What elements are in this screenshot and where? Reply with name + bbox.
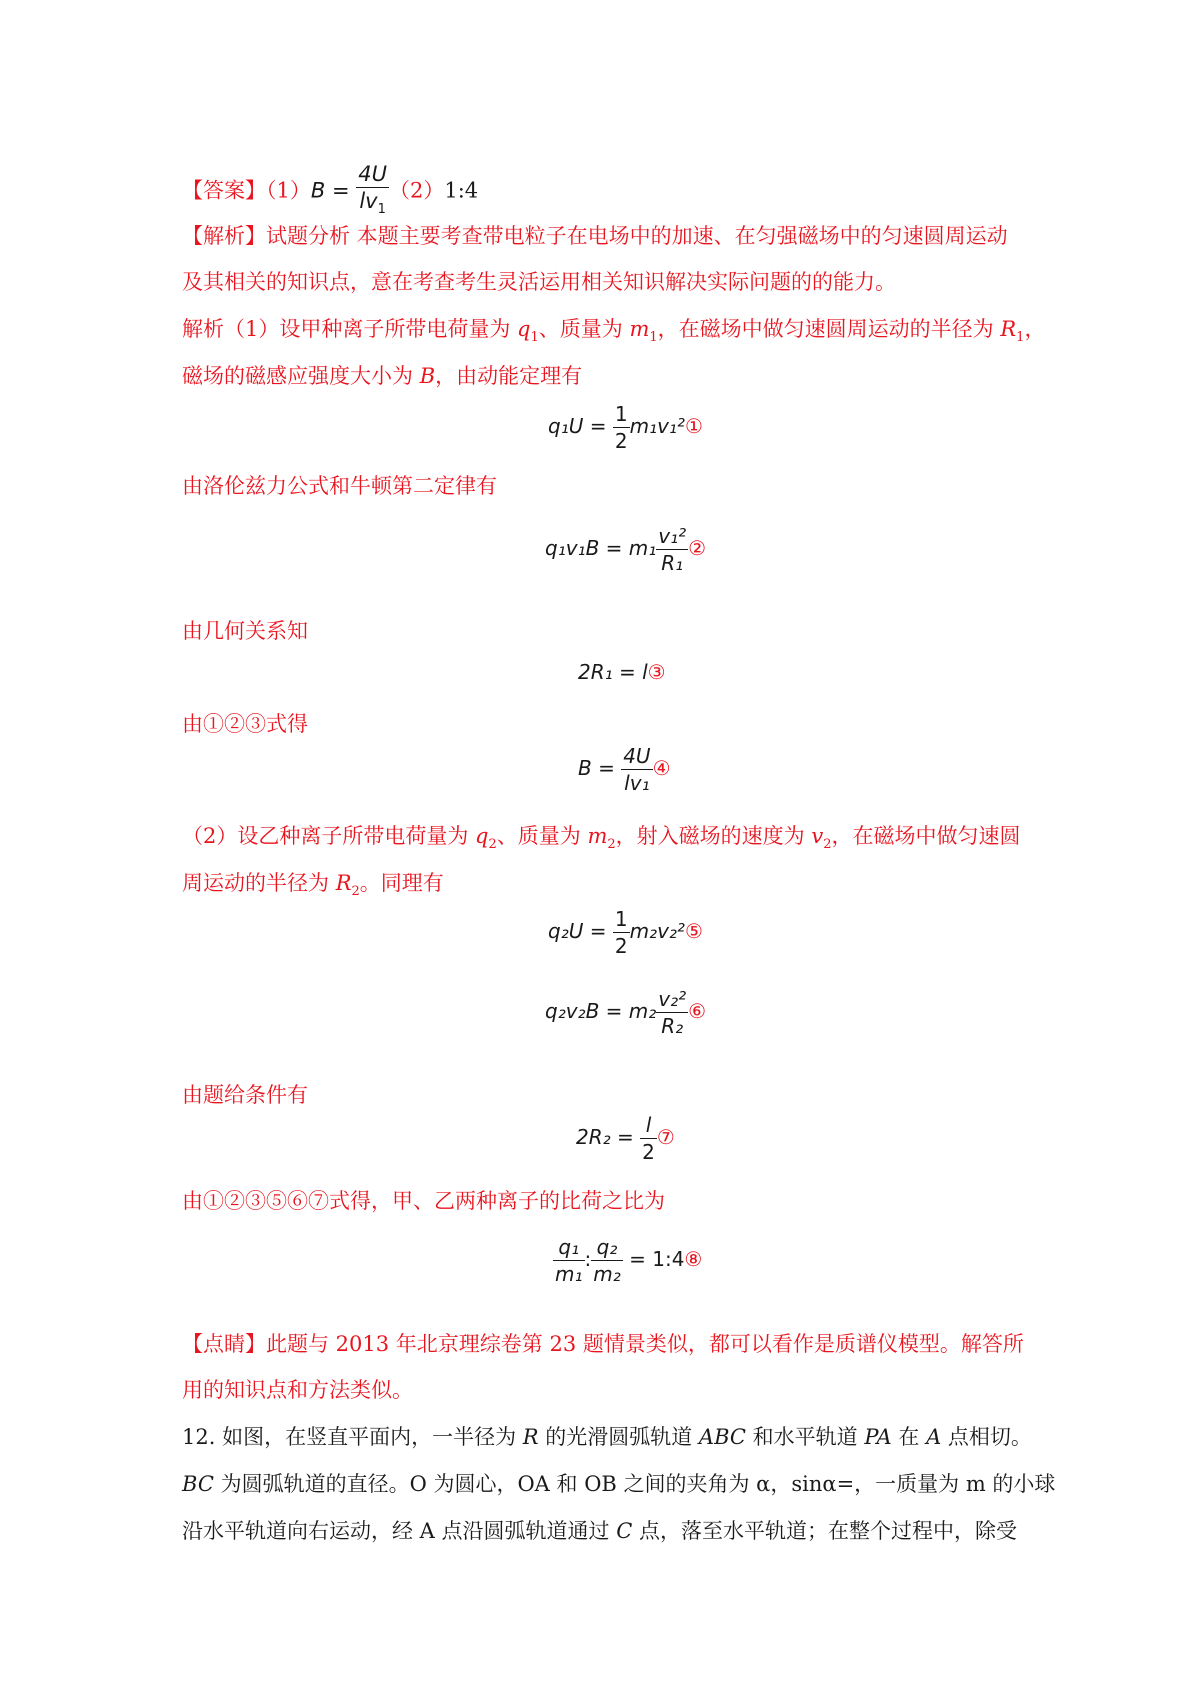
eq8-den2: m₂ bbox=[593, 1262, 621, 1286]
part2-l1-s2: 2 bbox=[607, 837, 616, 853]
analysis-l3-t2: 、质量为 bbox=[538, 317, 630, 341]
equation-7 bbox=[576, 1113, 675, 1164]
equation-6 bbox=[545, 987, 706, 1038]
q12-l1-v4: A bbox=[926, 1425, 942, 1449]
part2-l1-t1: （2）设乙种离子所带电荷量为 bbox=[182, 824, 476, 848]
part2-l1-t4: ，在磁场中做匀速圆 bbox=[831, 824, 1021, 848]
answer-formula-denominator bbox=[356, 188, 389, 222]
part2-l1-v3: v bbox=[811, 824, 824, 848]
analysis-l3-v2: m bbox=[629, 317, 650, 341]
equation-2 bbox=[545, 524, 706, 575]
eq2-lhs: q₁v₁B = m₁ bbox=[545, 536, 657, 560]
eq7-fraction bbox=[640, 1113, 657, 1164]
part2-l1-t2: 、质量为 bbox=[496, 824, 588, 848]
part2-l1-v1: q bbox=[475, 824, 489, 848]
eq3-marker: ③ bbox=[647, 660, 666, 684]
eq5-num: 1 bbox=[614, 907, 628, 931]
equation-8 bbox=[553, 1235, 702, 1286]
analysis-line-1 bbox=[182, 222, 1008, 250]
part2-l1-t3: ，射入磁场的速度为 bbox=[615, 824, 812, 848]
eq2-den: R₁ bbox=[661, 551, 684, 575]
comment-text-1: 此题与 2013 年北京理综卷第 23 题情景类似，都可以看作是质谱仪模型。解答所 bbox=[266, 1332, 1024, 1356]
analysis-lorentz-text: 由洛伦兹力公式和牛顿第二定律有 bbox=[182, 474, 497, 498]
eq1-marker: ① bbox=[684, 414, 703, 438]
q12-l1-v1: R bbox=[522, 1425, 539, 1449]
eq4-num: 4U bbox=[623, 744, 651, 768]
eq6-lhs: q₂v₂B = m₂ bbox=[545, 999, 657, 1023]
eq3-expr: 2R₁ = l bbox=[578, 660, 648, 684]
eq2-num: v₁² bbox=[658, 524, 687, 548]
eq5-rest: m₂v₂² bbox=[629, 919, 685, 943]
eq6-num: v₂² bbox=[658, 987, 687, 1011]
part2-l2-t2: 。同理有 bbox=[359, 871, 444, 895]
eq8-num2: q₂ bbox=[591, 1235, 623, 1261]
eq6-fraction bbox=[656, 987, 688, 1038]
analysis-geometry-text: 由几何关系知 bbox=[182, 619, 308, 643]
analysis-ratio-text: 由①②③⑤⑥⑦式得，甲、乙两种离子的比荷之比为 bbox=[182, 1189, 665, 1213]
analysis-l4-t1: 磁场的磁感应强度大小为 bbox=[182, 364, 420, 388]
eq2-marker: ② bbox=[688, 536, 707, 560]
eq1-fraction bbox=[613, 402, 630, 453]
eq8-marker: ⑧ bbox=[684, 1247, 703, 1271]
analysis-bracket: 【解析】 bbox=[182, 224, 266, 248]
answer-part2-value: 1:4 bbox=[444, 178, 479, 203]
eq1-rest: m₁v₁² bbox=[629, 414, 685, 438]
part2-l1-s3: 2 bbox=[823, 837, 832, 853]
question12-line-2 bbox=[182, 1470, 1055, 1498]
q12-l1-t3: 和水平轨道 bbox=[745, 1425, 865, 1449]
analysis-intro: 试题分析 本题主要考查带电粒子在电场中的加速、在匀强磁场中的匀速圆周运动 bbox=[266, 224, 1008, 248]
eq2-fraction bbox=[656, 524, 688, 575]
analysis-l3-t3: ，在磁场中做匀速圆周运动的半径为 bbox=[657, 317, 1001, 341]
equation-5 bbox=[548, 907, 703, 958]
eq5-lhs: q₂U = bbox=[548, 919, 607, 943]
analysis-from123-text: 由①②③式得 bbox=[182, 712, 308, 736]
q12-l1-t4: 在 bbox=[891, 1425, 927, 1449]
answer-formula-numerator: 4U bbox=[358, 162, 387, 186]
q12-l3-t2: 点，落至水平轨道；在整个过程中，除受 bbox=[632, 1519, 1017, 1543]
eq8-rhs: = 1:4 bbox=[629, 1247, 685, 1271]
answer-bracket: 【答案】 bbox=[182, 178, 266, 203]
part2-line-1 bbox=[182, 822, 1021, 859]
part2-l2-v1: R bbox=[335, 871, 352, 895]
comment-line-1 bbox=[182, 1330, 1024, 1358]
analysis-l3-s2: 1 bbox=[649, 330, 658, 346]
eq7-den: 2 bbox=[642, 1140, 655, 1164]
answer-part2: （2） bbox=[388, 178, 445, 203]
part2-l1-s1: 2 bbox=[488, 837, 497, 853]
comment-line-2: 用的知识点和方法类似。 bbox=[182, 1378, 413, 1402]
part2-l2-s1: 2 bbox=[351, 884, 360, 900]
q12-l1-t2: 的光滑圆弧轨道 bbox=[538, 1425, 699, 1449]
analysis-line-3 bbox=[182, 315, 1045, 352]
part2-line-2 bbox=[182, 869, 444, 906]
analysis-l4-t2: ，由动能定理有 bbox=[435, 364, 583, 388]
eq5-fraction bbox=[613, 907, 630, 958]
answer-part1: （1） bbox=[266, 178, 311, 203]
eq6-marker: ⑥ bbox=[688, 999, 707, 1023]
eq5-den: 2 bbox=[614, 934, 628, 958]
analysis-line-4 bbox=[182, 362, 582, 390]
q12-l1-v2: ABC bbox=[698, 1425, 746, 1449]
q12-l1-t5: 点相切。 bbox=[941, 1425, 1032, 1449]
eq7-num: l bbox=[640, 1113, 657, 1139]
eq6-den: R₂ bbox=[661, 1014, 684, 1038]
equation-3 bbox=[578, 660, 666, 684]
equation-4 bbox=[578, 744, 671, 795]
analysis-l4-v1: B bbox=[419, 364, 436, 388]
q12-l2-t1: 为圆弧轨道的直径。O 为圆心，OA 和 OB 之间的夹角为 α，sinα=，一质量为 m 的小球 bbox=[213, 1472, 1056, 1496]
comment-bracket: 【点睛】 bbox=[182, 1332, 266, 1356]
eq4-den: lv₁ bbox=[624, 771, 650, 795]
eq4-fraction bbox=[621, 744, 652, 795]
answer-line bbox=[182, 162, 478, 222]
eq1-lhs: q₁U = bbox=[548, 414, 607, 438]
eq1-den: 2 bbox=[614, 429, 628, 453]
answer-formula-fraction bbox=[356, 162, 389, 222]
part2-l2-t1: 周运动的半径为 bbox=[182, 871, 336, 895]
analysis-l3-s1: 1 bbox=[530, 330, 539, 346]
answer-formula-lhs: B = bbox=[310, 178, 350, 203]
answer-den-var: lv bbox=[359, 189, 378, 213]
eq4-lhs: B = bbox=[578, 756, 615, 780]
analysis-l3-t4: ， bbox=[1024, 317, 1046, 341]
eq8-num1: q₁ bbox=[553, 1235, 585, 1261]
analysis-given-text: 由题给条件有 bbox=[182, 1083, 308, 1107]
q12-l1-t1: 12. 如图，在竖直平面内，一半径为 bbox=[182, 1425, 523, 1449]
q12-l3-v1: C bbox=[616, 1519, 633, 1543]
eq7-marker: ⑦ bbox=[656, 1125, 675, 1149]
q12-l2-v1: BC bbox=[182, 1472, 214, 1496]
eq7-lhs: 2R₂ = bbox=[576, 1125, 634, 1149]
analysis-l3-v3: R bbox=[1000, 317, 1017, 341]
eq8-fraction-1 bbox=[553, 1235, 585, 1286]
question12-line-1 bbox=[182, 1423, 1032, 1451]
analysis-l3-s3: 1 bbox=[1016, 330, 1025, 346]
analysis-line-2: 及其相关的知识点，意在考查考生灵活运用相关知识解决实际问题的的能力。 bbox=[182, 270, 896, 294]
q12-l1-v3: PA bbox=[864, 1425, 892, 1449]
eq8-colon: : bbox=[584, 1247, 592, 1271]
eq5-marker: ⑤ bbox=[684, 919, 703, 943]
answer-den-sub: 1 bbox=[377, 202, 386, 218]
eq4-marker: ④ bbox=[652, 756, 671, 780]
part2-l1-v2: m bbox=[587, 824, 608, 848]
eq1-num: 1 bbox=[614, 402, 628, 426]
equation-1 bbox=[548, 402, 703, 453]
eq8-fraction-2 bbox=[591, 1235, 623, 1286]
eq8-den1: m₁ bbox=[555, 1262, 583, 1286]
analysis-l3-t1: 解析（1）设甲种离子所带电荷量为 bbox=[182, 317, 518, 341]
q12-l3-t1: 沿水平轨道向右运动，经 A 点沿圆弧轨道通过 bbox=[182, 1519, 617, 1543]
analysis-l3-v1: q bbox=[517, 317, 531, 341]
question12-line-3 bbox=[182, 1517, 1017, 1545]
